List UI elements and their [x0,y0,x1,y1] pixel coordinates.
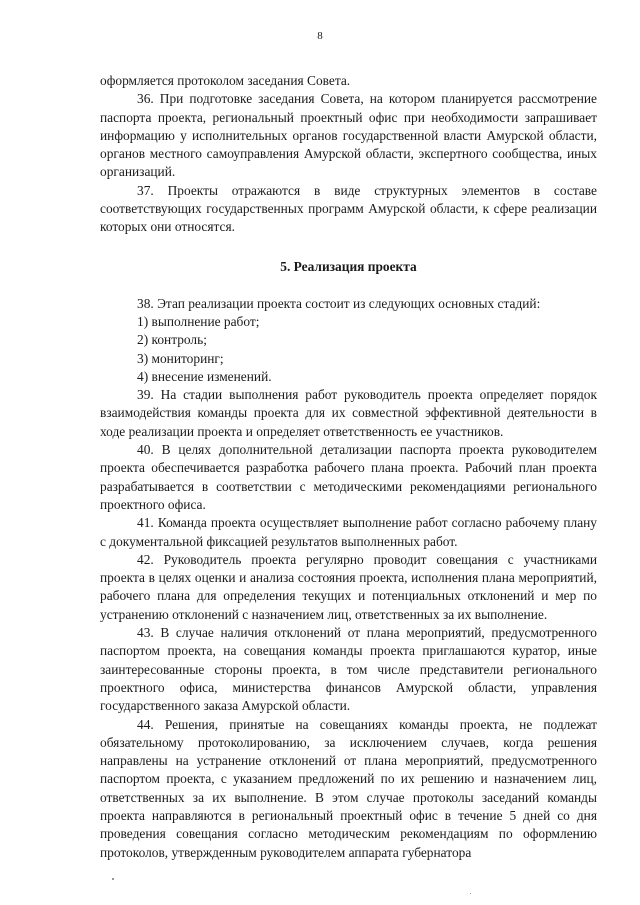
paragraph-37: 37. Проекты отражаются в виде структурных элементов в составе соответствующих государственных программ Амурской области, к сфере реализации которых они относятся. [100,182,597,235]
paragraph-39: 39. На стадии выполнения работ руководитель проекта определяет порядок взаимодействия команды проекта для их совместной эффективной деятельности в ходе реализации проекта и определяет ответственность ее участников. [100,387,597,439]
paragraph-42: 42. Руководитель проекта регулярно проводит совещания с участниками проекта в целях оценки и анализа состояния проекта, исполнения плана мероприятий, рабочего плана для определения текущих и потенциальных отклонений и мер по устранению отклонений с назначением лиц, ответственных за их выполнение. [100,551,597,622]
paragraph-44: 44. Решения, принятые на совещаниях команды проекта, не подлежат обязательному протоколированию, за исключением случаев, когда решения направлены на устранение отклонений от плана мероприятий, предусмотренного паспортом проекта, с указанием предложений по их решению и назначением лиц, ответственных за их выполнение. В этом случае протоколы заседаний команды проекта направляются в региональный проектный офис в течение 5 дней со дня проведения совещания согласно методическим рекомендациям по оформлению протоколов, утвержденным руководителем аппарата губернатора [100,716,597,860]
scan-speck [112,878,114,880]
paragraph-continuation: оформляется протоколом заседания Совета. [100,73,351,88]
stage-item-4: 4) внесение изменений. [137,368,272,384]
scan-speck [470,893,471,894]
document-body [100,72,597,862]
paragraph-36: 36. При подготовке заседания Совета, на котором планируется рассмотрение паспорта проекта, региональный проектный офис при необходимости запрашивает информацию у исполнительных органов государственной власти Амурской области, органов местного самоуправления Амурской области, экспертного сообщества, иных организаций. [100,91,597,180]
page-number: 8 [317,30,323,42]
stage-item-2: 2) контроль; [137,332,207,348]
paragraph-38: 38. Этап реализации проекта состоит из следующих основных стадий: [137,295,541,311]
paragraph-41: 41. Команда проекта осуществляет выполнение работ согласно рабочему плану с документальной фиксацией результатов выполненных работ. [100,515,597,549]
paragraph-40: 40. В целях дополнительной детализации паспорта проекта руководителем проекта обеспечивается разработка рабочего плана проекта. Рабочий план проекта разрабатывается в соответствии с методическими рекомендациями регионального проектного офиса. [100,442,597,512]
section-heading: 5. Реализация проекта [280,258,417,274]
stage-item-1: 1) выполнение работ; [137,313,260,329]
paragraph-43: 43. В случае наличия отклонений от плана мероприятий, предусмотренного паспортом проекта, на совещания команды проекта приглашаются куратор, иные заинтересованные стороны проекта, в том числе представители регионального проектного офиса, министерства финансов Амурской области, управления государственного заказа Амурской области. [100,625,597,714]
stage-item-3: 3) мониторинг; [137,350,224,366]
